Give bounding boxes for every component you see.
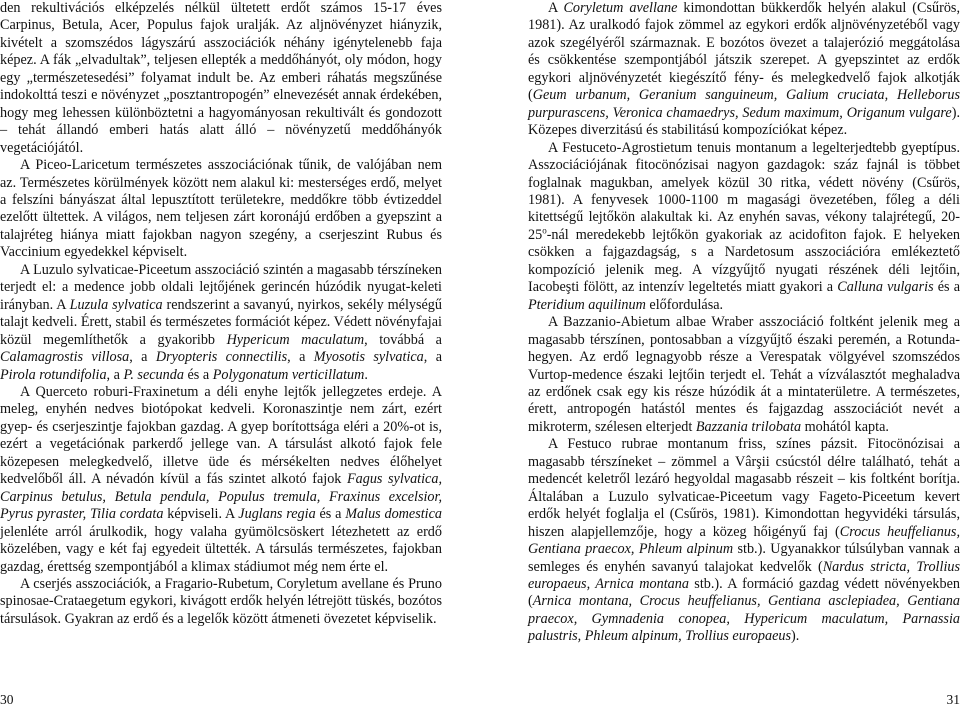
text-run: A cserjés asszociációk, a Fragario-Rubetum, Coryletum avellane és Pruno spinosae-Crataegetum egykori, kivágott erdők helyén létrejött tüskés, bozótos társulások. Gyakran az erdő és a legelők között átmeneti övezetet képviselik. [0, 575, 442, 627]
italic-species-name: Myosotis sylvatica [313, 349, 424, 366]
italic-species-name: Pirola rotundifolia [0, 366, 107, 383]
paragraph [0, 0, 442, 157]
italic-species-name: Geum urbanum, Geranium sanguineum, Galium cruciata, Helleborus purpurascens, Veronica chamaedrys, Sedum maximum, Origanum vulgare [528, 87, 960, 121]
text-run: den rekultivációs elképzelés nélkül ültetett erdőt számos 15-17 éves Carpinus, Betula, Acer, Populus fajok uralják. Az aljnövényzet hiányzik, kivételt a szomszédos lágyszárú asszociációk néhány igénytelenebb faja képez. A fák „elvadultak”, teljesen ellepték a meddőhányót, oly módon, hogy egy „természetesedési” folyamat indult be. Az emberi ráhatás megszűnése indokolttá teszi e növényzet „posztantropogén” elnevezését annak érdekében, hogy meg lehessen különböztetni a hagyományosan rekultivált és gondozott – tehát állandó emberi hatás alatt álló – növényzetű meddőhányók vegetációjától. [0, 0, 442, 156]
text-run: rendszerint a savanyú, nyirkos, sekély mélységű talajt kedveli. Érett, stabil és természetes formációt képez. Védett növényfajai közül megemlíthetők a gyakoribb [0, 296, 442, 348]
italic-species-name: Fagus sylvatica, Carpinus betulus, Betula pendula, Populus tremula, Fraxinus excelsior, Pyrus pyraster, Tilia cordata [0, 471, 442, 523]
text-run: , a [423, 349, 442, 366]
text-run: A Piceo-Laricetum természetes asszociációnak tűnik, de valójában nem az. Természetes körülmények között nem alakul ki: mesterséges erdő, melyet a felszíni bányászat által lepusztított területekre, meddőkre több évtizeddel ezelőtt ültettek. A világos, nem teljesen zárt koronájú erdőben a gyepszint a talajréteg hiánya miatt fajokban nagyon szegény, a cserjeszint Rubus és Vaccinium egyedekkel képviselt. [0, 157, 442, 261]
text-run: előfordulása. [645, 296, 724, 313]
right-page-text-column [528, 0, 960, 646]
paragraph [528, 314, 960, 436]
italic-species-name: Arnica montana, Crocus heuffelianus, Gentiana asclepiadea, Gentiana praecox, Gymnadenia conopea, Hypericum maculatum, Parnassia palustris, Phleum alpinum, Trollius europaeus [528, 593, 960, 645]
text-run: A Querceto roburi-Fraxinetum a déli enyhe lejtők jellegzetes erdeje. A meleg, enyhén nedves biotópokat kedveli. Koronaszintje nem zárt, ezért gyep- és cserjeszintje fajokban gazdag. A gyep borítottsága eléri a 20%-ot is, ezért a vegetációnak parkerdő jellege van. A társulást alkotó fajok fele közepesen melegkedvelő, illetve üde és mérsékelten nedves élőhelyet kedvelőből áll. A névadón kívül a fás szintet alkotó fajok [0, 383, 442, 488]
text-run: és a [933, 279, 960, 296]
text-run: A Bazzanio-Abietum albae Wraber asszociáció foltként jelenik meg a magasabb térszínen, pontosabban a vízgyűjtő északi peremén, a Rotunda-hegyen. Az erdő legnagyobb része a Verespatak völgyével szomszédos Vurtop-medence északi lejtőin terjedt el. Tehát a vízválasztót meghaladva az erdőnek csak egy kis része húzódik át a mintaterületre. A természetes, érett, antropogén hatástól mentes és fajgazdag asszociációt nevét a mikroterm, szélesen elterjedt [528, 314, 960, 435]
text-run: kimondottan bükkerdők helyén alakul (Csűrös, 1981). Az uralkodó fajok zömmel az egykori erdők aljnövényzetéből vagy azok szegélyéről származnak. E bozótos övezet a talajerózió meggátolása és csökkentése szempontjából játszik szerepet. A gyepszintet az erdők egykori aljnövényzetét kiegészítő fény- és melegkedvelő fajok alkotják ( [528, 0, 960, 104]
text-run: , továbbá a [364, 331, 442, 348]
text-run: , a [287, 349, 314, 366]
text-run: A Festuceto-Agrostietum tenuis montanum a legelterjedtebb gyeptípus. Asszociációjának fitocönózisai nagyon gazdagok: száz fajnál is többet foglalnak magukban, amelyek közül 30 ritka, védett növény (Csűrös, 1981). A fenyvesek 1000-1100 m magasági övezetében, főleg a déli kitettségű lejtőkön alakultak ki. Az enyhén savas, vékony talajrétegű, 20-25 [528, 139, 960, 243]
text-run: és a [315, 506, 346, 523]
paragraph [528, 436, 960, 645]
italic-species-name: Juglans regia [238, 506, 316, 523]
text-run: , a [129, 349, 156, 366]
italic-species-name: Pteridium aquilinum [528, 296, 646, 313]
text-run: jelenléte arról árulkodik, hogy valaha gyümölcsöskert létezhetett az erdő közelében, vagy e két faj egyedeit ültették. A társulás természetes, fajokban gazdag, érettség szempontjából a klimax stádiumot még nem érte el. [0, 523, 442, 575]
text-run: A [548, 0, 564, 16]
text-run: ). Közepes diverzitású és stabilitású kompozíciókat képez. [528, 104, 960, 139]
text-run: mohától kapta. [801, 418, 889, 435]
text-run: és a [183, 366, 213, 383]
page-number-left: 30 [0, 692, 14, 707]
italic-species-name: Coryletum avellane [563, 0, 678, 16]
italic-species-name: Nardus stricta, Trollius europaeus, Arnica montana [528, 558, 960, 592]
text-run: . [364, 366, 368, 383]
text-run: , a [106, 366, 124, 383]
italic-species-name: Bazzania trilobata [695, 418, 802, 435]
paragraph [0, 157, 442, 262]
italic-species-name: Hypericum maculatum [226, 331, 365, 348]
italic-species-name: Luzula sylvatica [69, 296, 163, 313]
text-run: ). [791, 628, 800, 645]
text-run: A Festuco rubrae montanum friss, színes pázsit. Fitocönózisai a magasabb térszíneket – zömmel a Vârşii csúcstól délre található, tehát a medencét keletről lezáró hegyoldal magasabb részeit – kis foltként borítja. Általában a Luzulo sylvaticae-Piceetum vagy Fageto-Piceetum kevert erdők helyét foglalja el (Csűrös, 1981). Kimondottan hegyvidéki társulás, hiszen alapjellemzője, hogy a közeg hőigényű faj ( [528, 436, 960, 540]
text-run: A Luzulo sylvaticae-Piceetum asszociáció szintén a magasabb térszíneken terjedt el: a medence jobb oldali lejtőjének gerincén húzódik nyugat-keleti irányban. A [0, 261, 442, 313]
text-run: stb.). A formáció gazdag védett növényekben ( [528, 575, 960, 610]
italic-species-name: Crocus heuffelianus, Gentiana praecox, Phleum alpinum [528, 523, 960, 558]
text-run: -nál meredekebb lejtőkön gyakoriak az acidofiton fajok. E helyeken csökken a fajgazdagság, s a Nardetosum asszociációra emlékeztető kompozíció jelenik meg. A vízgyűjtő nyugati részének déli lejtőin, Iacobeşti fölött, az intenzív legeltetés miatt gyakori a [528, 226, 960, 296]
italic-species-name: Polygonatum verticillatum [212, 366, 365, 383]
italic-species-name: P. secunda [123, 366, 184, 383]
italic-species-name: Calluna vulgaris [837, 279, 934, 296]
paragraph [528, 140, 960, 315]
superscript: o [542, 225, 547, 236]
left-page-text-column [0, 0, 442, 628]
italic-species-name: Dryopteris connectilis [155, 349, 288, 366]
paragraph [0, 262, 442, 384]
text-run: stb.). Ugyanakkor túlsúlyban vannak a semleges és enyhén savanyú talajokat kedvelők ( [528, 541, 960, 575]
italic-species-name: Malus domestica [345, 506, 443, 523]
paragraph [0, 384, 442, 576]
italic-species-name: Calamagrostis villosa [0, 349, 130, 366]
paragraph [0, 576, 442, 628]
text-run: képviseli. A [163, 506, 239, 523]
paragraph [528, 0, 960, 140]
page-number-right: 31 [946, 692, 960, 707]
